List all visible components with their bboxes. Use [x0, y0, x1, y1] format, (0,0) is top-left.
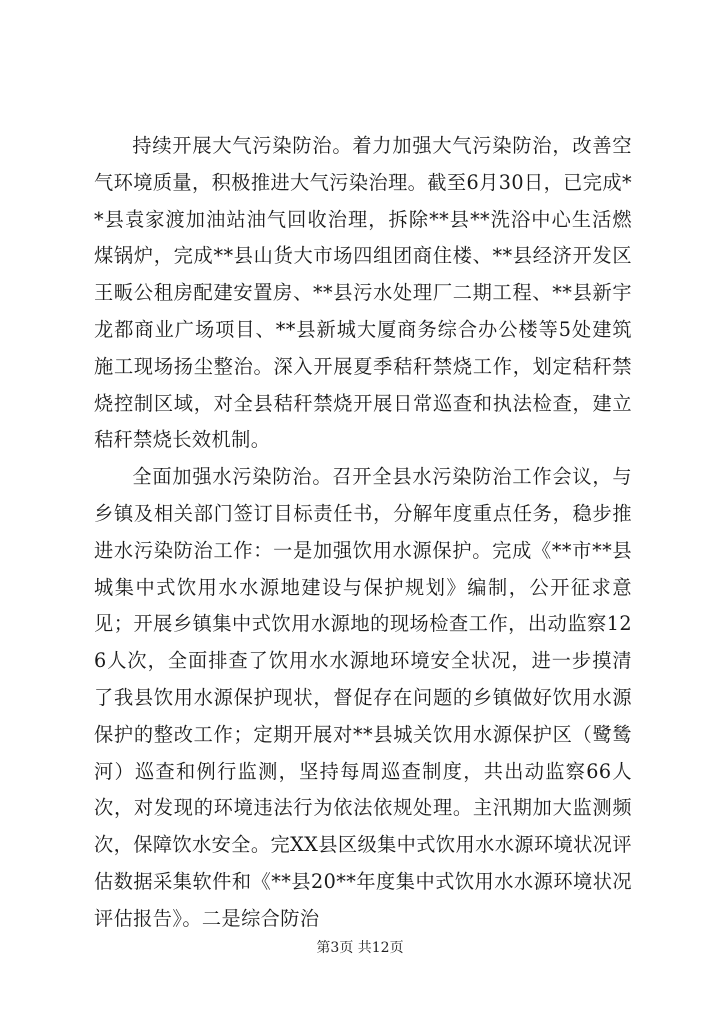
- document-body: [94, 128, 632, 938]
- paragraph-water-pollution: 全面加强水污染防治。召开全县水污染防治工作会议，与乡镇及相关部门签订目标责任书，分解年度重点任务，稳步推进水污染防治工作：一是加强饮用水源保护。完成《**市**县城集中式饮用水水源地建设与保护规划》编制，公开征求意见；开展乡镇集中式饮用水源地的现场检查工作，出动监察126人次，全面排查了饮用水水源地环境安全状况，进一步摸清了我县饮用水源保护现状，督促存在问题的乡镇做好饮用水源保护的整改工作；定期开展对**县城关饮用水源保护区（鹭鸶河）巡查和例行监测，坚持每周巡查制度，共出动监察66人次，对发现的环境违法行为依法依规处理。主汛期加大监测频次，保障饮水安全。完XX县区级集中式饮用水水源环境状况评估数据采集软件和《**县20**年度集中式饮用水水源环境状况评估报告》。二是综合防治: [94, 465, 632, 930]
- page-footer: [0, 938, 720, 958]
- page-number: 第3页 共12页: [316, 940, 404, 956]
- paragraph-air-pollution: 持续开展大气污染防治。着力加强大气污染防治，改善空气环境质量，积极推进大气污染治理。截至6月30日，已完成**县袁家渡加油站油气回收治理，拆除**县**洗浴中心生活燃煤锅炉，完成**县山货大市场四组团商住楼、**县经济开发区王畈公租房配建安置房、**县污水处理厂二期工程、**县新宇龙都商业广场项目、**县新城大厦商务综合办公楼等5处建筑施工现场扬尘整治。深入开展夏季秸秆禁烧工作，划定秸秆禁烧控制区域，对全县秸秆禁烧开展日常巡查和执法检查，建立秸秆禁烧长效机制。: [94, 134, 632, 452]
